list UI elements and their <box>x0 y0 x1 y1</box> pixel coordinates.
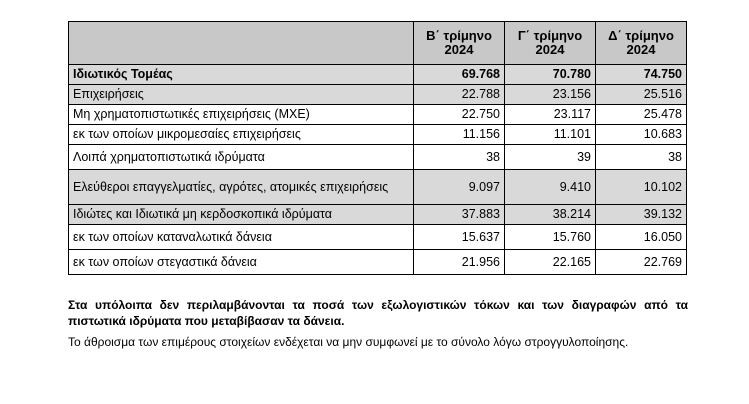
cell-q4: 22.769 <box>596 250 687 275</box>
row-label: εκ των οποίων μικρομεσαίες επιχειρήσεις <box>69 125 414 145</box>
header-q2-line1: Β΄ τρίμηνο <box>426 28 492 43</box>
table-row <box>69 170 687 205</box>
row-label: Επιχειρήσεις <box>69 85 414 105</box>
footnote-exclusions: Στα υπόλοιπα δεν περιλαμβάνονται τα ποσά των εξωλογιστικών τόκων και των διαγραφών από τα πιστωτικά ιδρύματα που μεταβίβασαν τα δάνεια. <box>68 298 688 328</box>
cell-q2: 38 <box>414 145 505 170</box>
cell-q2: 22.750 <box>414 105 505 125</box>
table-row <box>69 225 687 250</box>
row-label: Λοιπά χρηματοπιστωτικά ιδρύματα <box>69 145 414 170</box>
header-q3-line2: 2024 <box>535 42 565 57</box>
cell-q4: 10.102 <box>596 170 687 205</box>
table-row <box>69 85 687 105</box>
cell-q3: 23.156 <box>505 85 596 105</box>
cell-q4: 10.683 <box>596 125 687 145</box>
cell-q4: 16.050 <box>596 225 687 250</box>
cell-q3: 23.117 <box>505 105 596 125</box>
cell-q3: 39 <box>505 145 596 170</box>
loans-table <box>68 21 687 275</box>
cell-q3: 15.760 <box>505 225 596 250</box>
cell-q2: 11.156 <box>414 125 505 145</box>
header-q4-line2: 2024 <box>626 42 656 57</box>
header-q2-line2: 2024 <box>444 42 474 57</box>
cell-q4: 39.132 <box>596 205 687 225</box>
cell-q4: 25.478 <box>596 105 687 125</box>
header-q3-2024 <box>505 22 596 65</box>
cell-q2: 15.637 <box>414 225 505 250</box>
header-q2-2024 <box>414 22 505 65</box>
cell-q3: 70.780 <box>505 65 596 85</box>
table-row <box>69 205 687 225</box>
table-header-row <box>69 22 687 65</box>
row-label: Ιδιωτικός Τομέας <box>69 65 414 85</box>
cell-q3: 38.214 <box>505 205 596 225</box>
table-row <box>69 105 687 125</box>
table-row <box>69 125 687 145</box>
cell-q2: 69.768 <box>414 65 505 85</box>
header-q4-line1: Δ΄ τρίμηνο <box>608 28 674 43</box>
cell-q2: 9.097 <box>414 170 505 205</box>
cell-q4: 25.516 <box>596 85 687 105</box>
table-row <box>69 250 687 275</box>
cell-q3: 22.165 <box>505 250 596 275</box>
row-label: εκ των οποίων στεγαστικά δάνεια <box>69 250 414 275</box>
cell-q3: 11.101 <box>505 125 596 145</box>
row-label: Ελεύθεροι επαγγελματίες, αγρότες, ατομικές επιχειρήσεις <box>69 170 414 205</box>
table-row <box>69 145 687 170</box>
header-label-cell <box>69 22 414 65</box>
cell-q4: 38 <box>596 145 687 170</box>
cell-q2: 22.788 <box>414 85 505 105</box>
cell-q4: 74.750 <box>596 65 687 85</box>
cell-q3: 9.410 <box>505 170 596 205</box>
row-label: εκ των οποίων καταναλωτικά δάνεια <box>69 225 414 250</box>
footnote-rounding: Το άθροισμα των επιμέρους στοιχείων ενδέχεται να μην συμφωνεί με το σύνολο λόγω στρογγυλοποίησης. <box>68 335 629 349</box>
row-label: Ιδιώτες και Ιδιωτικά μη κερδοσκοπικά ιδρύματα <box>69 205 414 225</box>
table-row <box>69 65 687 85</box>
header-q3-line1: Γ΄ τρίμηνο <box>517 28 583 43</box>
cell-q2: 37.883 <box>414 205 505 225</box>
header-q4-2024 <box>596 22 687 65</box>
row-label: Μη χρηματοπιστωτικές επιχειρήσεις (ΜΧΕ) <box>69 105 414 125</box>
cell-q2: 21.956 <box>414 250 505 275</box>
